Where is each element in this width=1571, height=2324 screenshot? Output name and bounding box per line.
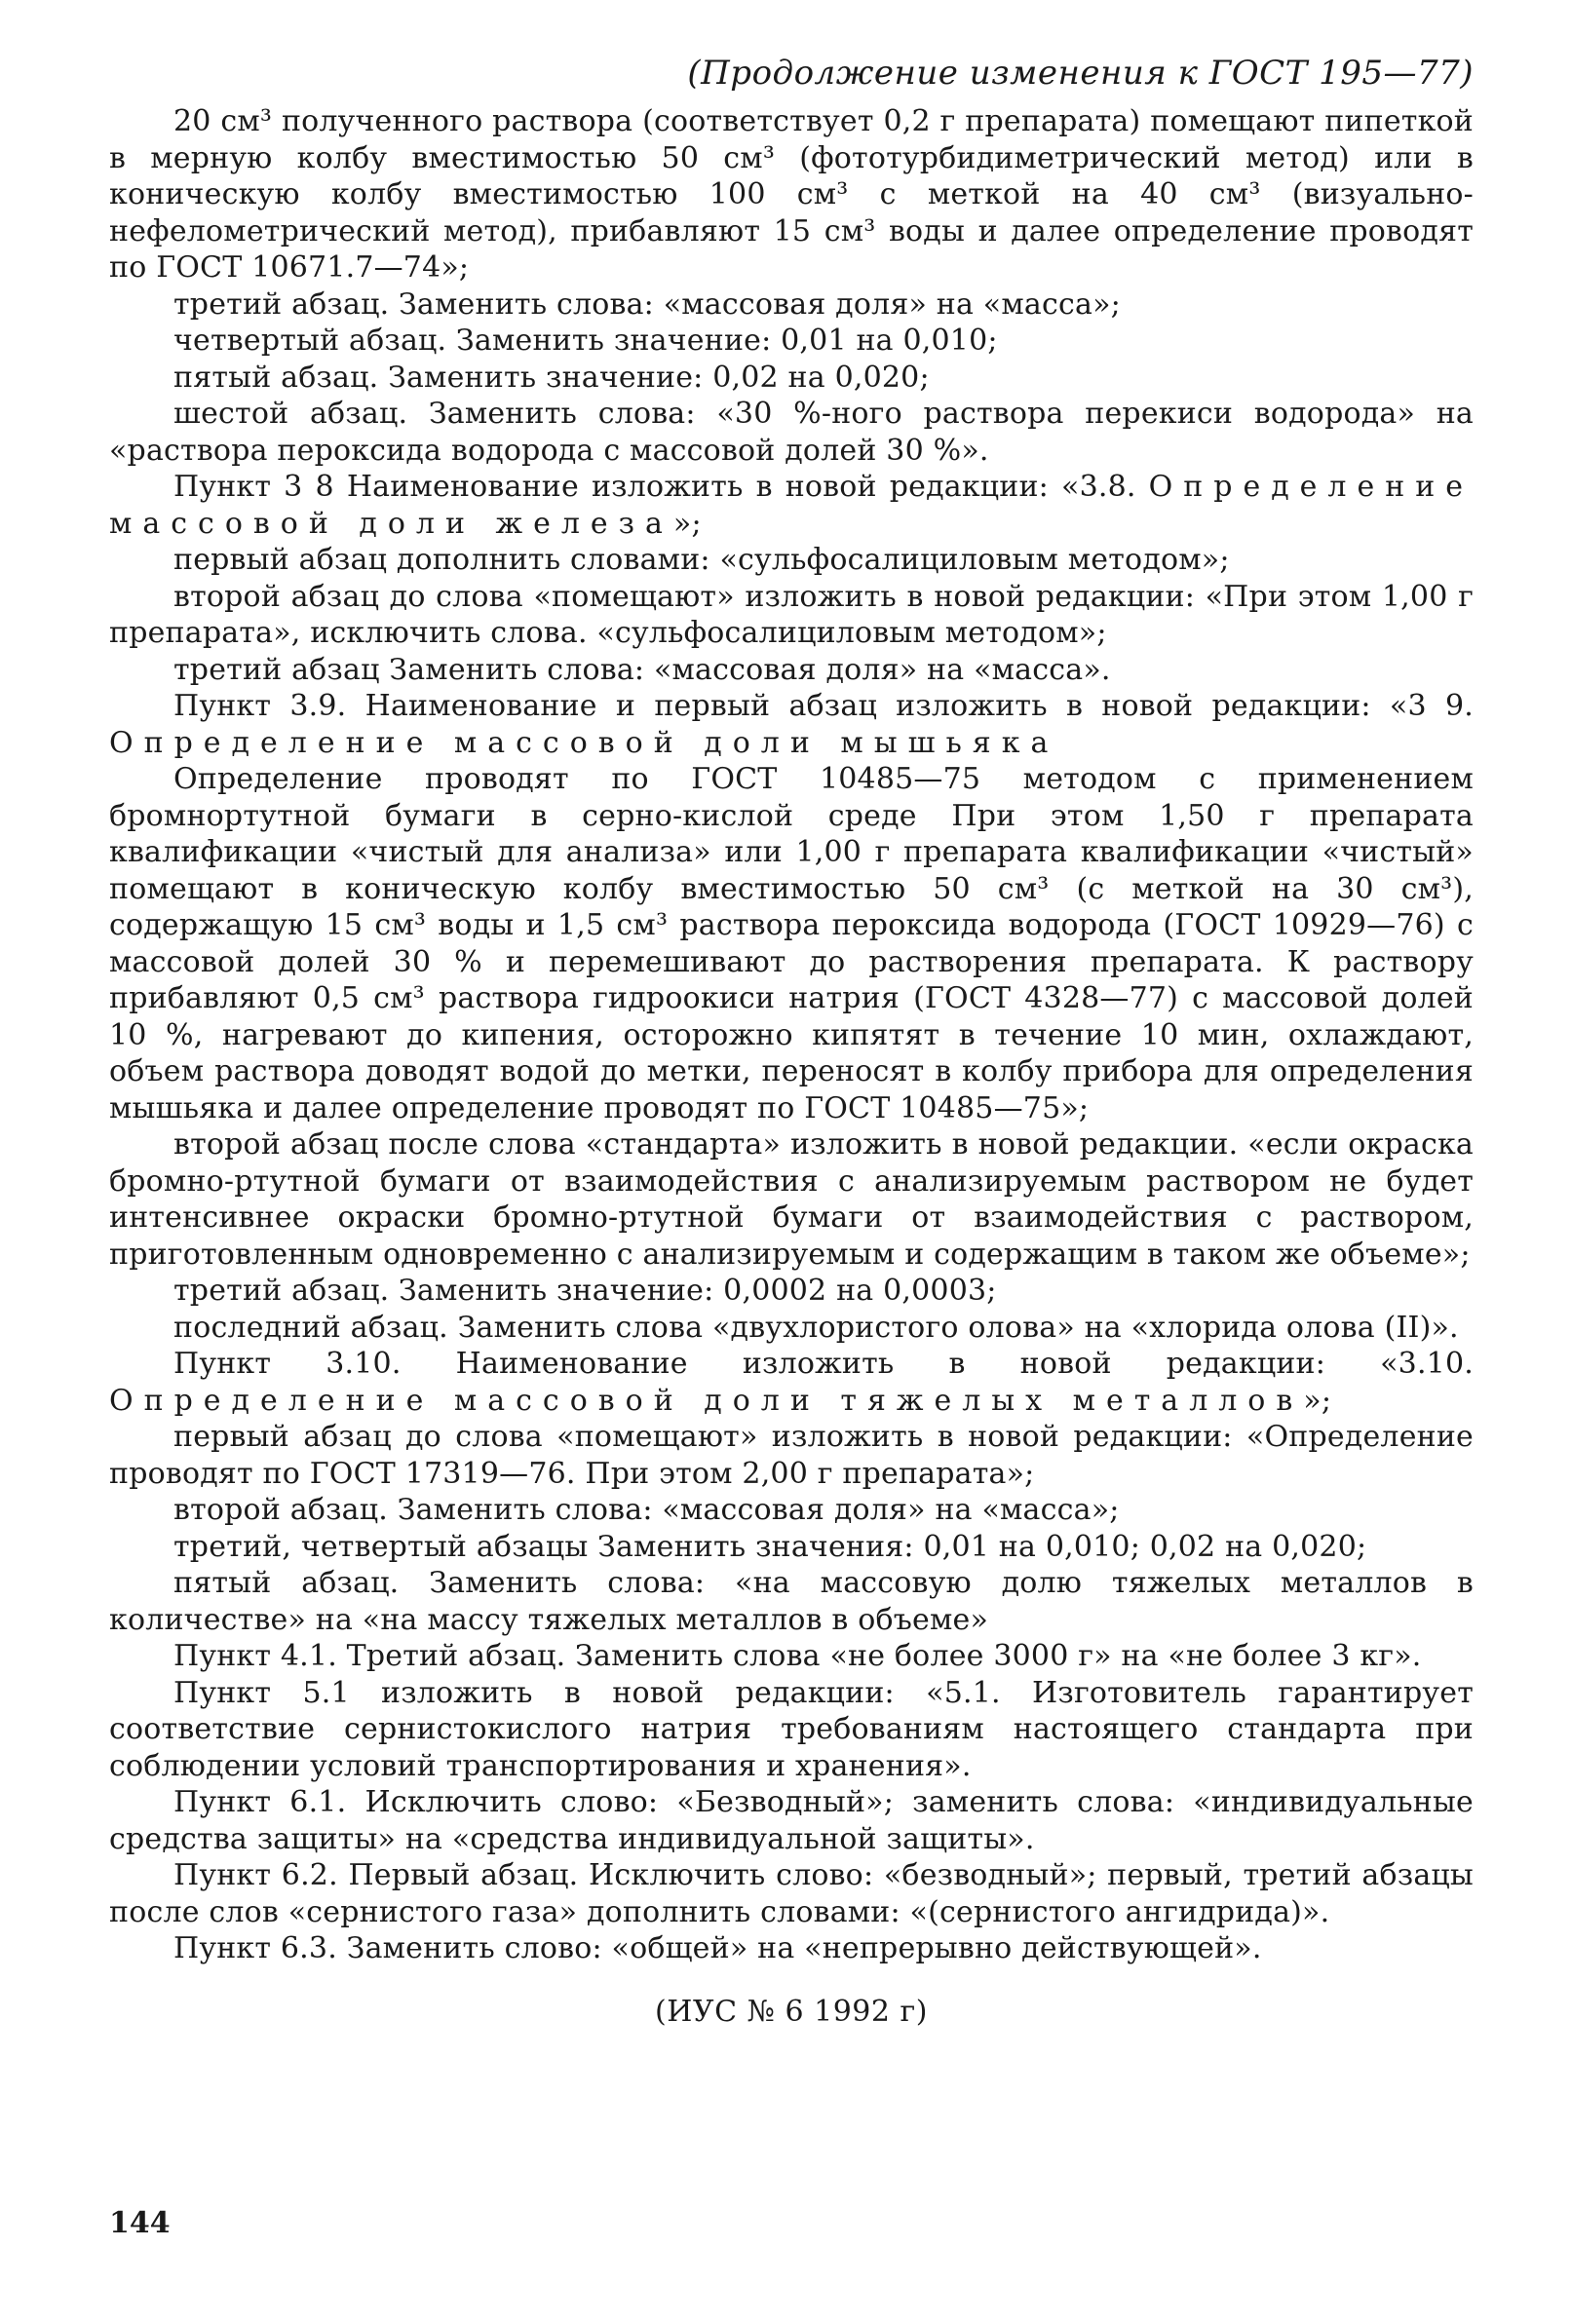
paragraph-text: Пункт 3 8 Наименование изложить в новой редакции: «3.8.: [173, 470, 1149, 504]
publication-source: (ИУС № 6 1992 г): [655, 1994, 928, 2029]
paragraph-text: Пункт 4.1. Третий абзац. Заменить слова «не более 3000 г» на «не более 3 кг».: [173, 1639, 1422, 1673]
spaced-section-title: Определение массовой доли тяжелых металлов: [109, 1383, 1304, 1418]
paragraph: [109, 761, 1474, 1126]
paragraph-text: третий, четвертый абзацы Заменить значения: 0,01 на 0,010; 0,02 на 0,020;: [173, 1529, 1367, 1564]
paragraph-section-title: [109, 1346, 1474, 1419]
paragraph-text: первый абзац дополнить словами: «сульфосалициловым методом»;: [173, 543, 1230, 577]
running-header: (Продолжение изменения к ГОСТ 195—77): [687, 54, 1474, 93]
paragraph: [109, 1529, 1474, 1566]
paragraph-text: Пункт 3.9. Наименование и первый абзац изложить в новой редакции: «3 9.: [173, 689, 1474, 723]
paragraph: [109, 1930, 1474, 1967]
paragraph-text: »;: [1303, 1383, 1332, 1418]
paragraph: [109, 1784, 1474, 1857]
paragraph: [109, 1419, 1474, 1492]
paragraph-text: третий абзац Заменить слова: «массовая доля» на «масса».: [173, 652, 1111, 687]
paragraph-section-title: [109, 469, 1474, 542]
paragraph-text: Пункт 6.2. Первый абзац. Исключить слово: «безводный»; первый, третий абзацы после слов «сернистого газа» дополнить словами: «(сернистого ангидрида)».: [109, 1858, 1474, 1929]
paragraph-text: 20 см³ полученного раствора (соответствует 0,2 г препарата) помещают пипеткой в мерную колбу вместимостью 50 см³ (фототурбидиметрический метод) или в коническую колбу вместимостью 100 см³ с меткой на 40 см³ (визуально-нефелометрический метод), прибавляют 15 см³ воды и далее определение проводят по ГОСТ 10671.7—74»;: [109, 104, 1474, 285]
paragraph: [109, 1675, 1474, 1785]
paragraph: [109, 360, 1474, 397]
paragraph: [109, 1857, 1474, 1930]
document-page: [109, 51, 1474, 2032]
paragraph-text: пятый абзац. Заменить значение: 0,02 на 0,020;: [173, 360, 930, 395]
paragraph-text: последний абзац. Заменить слова «двухлористого олова» на «хлорида олова (II)».: [173, 1310, 1459, 1345]
paragraph-text: второй абзац до слова «помещают» изложить в новой редакции: «При этом 1,00 г препарата», исключить слова. «сульфосалициловым методом»;: [109, 579, 1474, 650]
paragraph: [109, 396, 1474, 469]
paragraph-text: второй абзац. Заменить слова: «массовая доля» на «масса»;: [173, 1493, 1120, 1527]
paragraph-text: Определение проводят по ГОСТ 10485—75 методом с применением бромнортутной бумаги в серно-кислой среде При этом 1,50 г препарата квалификации «чистый для анализа» или 1,00 г препарата квалификации «чистый» помещают в коническую колбу вместимостью 50 см³ (с меткой на 30 см³), содержащую 15 см³ воды и 1,5 см³ раствора пероксида водорода (ГОСТ 10929—76) с массовой долей 30 % и перемешивают до растворения препарата. К раствору прибавляют 0,5 см³ раствора гидроокиси натрия (ГОСТ 4328—77) с массовой долей 10 %, нагревают до кипения, осторожно кипятят в течение 10 мин, охлаждают, объем раствора доводят водой до метки, переносят в колбу прибора для определения мышьяка и далее определение проводят по ГОСТ 10485—75»;: [109, 762, 1474, 1125]
paragraph-text: второй абзац после слова «стандарта» изложить в новой редакции. «если окраска бромно-ртутной бумаги от взаимодействия с анализируемым раствором не будет интенсивнее окраски бромно-ртутной бумаги от взаимодействия с раствором, приготовленным одновременно с анализируемым и содержащим в таком же объеме»;: [109, 1127, 1474, 1272]
paragraph-text: четвертый абзац. Заменить значение: 0,01 на 0,010;: [173, 324, 998, 358]
spaced-section-title: Определение массовой доли мышьяка: [109, 725, 1059, 760]
paragraph: [109, 103, 1474, 286]
paragraph-text: третий абзац. Заменить слова: «массовая доля» на «масса»;: [173, 286, 1121, 322]
paragraph-text: Пункт 6.3. Заменить слово: «общей» на «непрерывно действующей».: [173, 1931, 1262, 1965]
paragraph-text: пятый абзац. Заменить слова: «на массовую долю тяжелых металлов в количестве» на «на массу тяжелых металлов в объеме»: [109, 1566, 1474, 1637]
paragraph-text: шестой абзац. Заменить слова: «30 %-ного раствора перекиси водорода» на «раствора пероксида водорода с массовой долей 30 %».: [109, 397, 1474, 468]
paragraph: [109, 323, 1474, 360]
paragraph: [109, 1310, 1474, 1347]
paragraph-text: первый абзац до слова «помещают» изложить в новой редакции: «Определение проводят по ГОСТ 17319—76. При этом 2,00 г препарата»;: [109, 1420, 1474, 1491]
paragraph-text: третий абзац. Заменить значение: 0,0002 на 0,0003;: [173, 1274, 997, 1308]
paragraph-text: »;: [672, 506, 702, 541]
paragraph-text: Пункт 6.1. Исключить слово: «Безводный»; заменить слова: «индивидуальные средства защиты» на «средства индивидуальной защиты».: [109, 1785, 1474, 1856]
paragraph: [109, 1565, 1474, 1638]
paragraph: [109, 286, 1474, 324]
paragraph-text: Пункт 3.10. Наименование изложить в новой редакции: «3.10.: [173, 1347, 1474, 1381]
amendment-text: [109, 103, 1474, 1967]
paragraph: [109, 1492, 1474, 1529]
paragraph: [109, 542, 1474, 579]
paragraph: [109, 1126, 1474, 1273]
page-number: 144: [109, 2206, 171, 2240]
paragraph: [109, 652, 1474, 689]
paragraph: [109, 1273, 1474, 1310]
paragraph: [109, 1638, 1474, 1675]
paragraph: [109, 579, 1474, 652]
spaced-section-title: Определение массовой доли железа: [109, 470, 1474, 541]
paragraph-section-title: [109, 688, 1474, 761]
paragraph-text: Пункт 5.1 изложить в новой редакции: «5.1. Изготовитель гарантирует соответствие сернистокислого натрия требованиям настоящего стандарта при соблюдении условий транспортирования и хранения».: [109, 1675, 1474, 1783]
